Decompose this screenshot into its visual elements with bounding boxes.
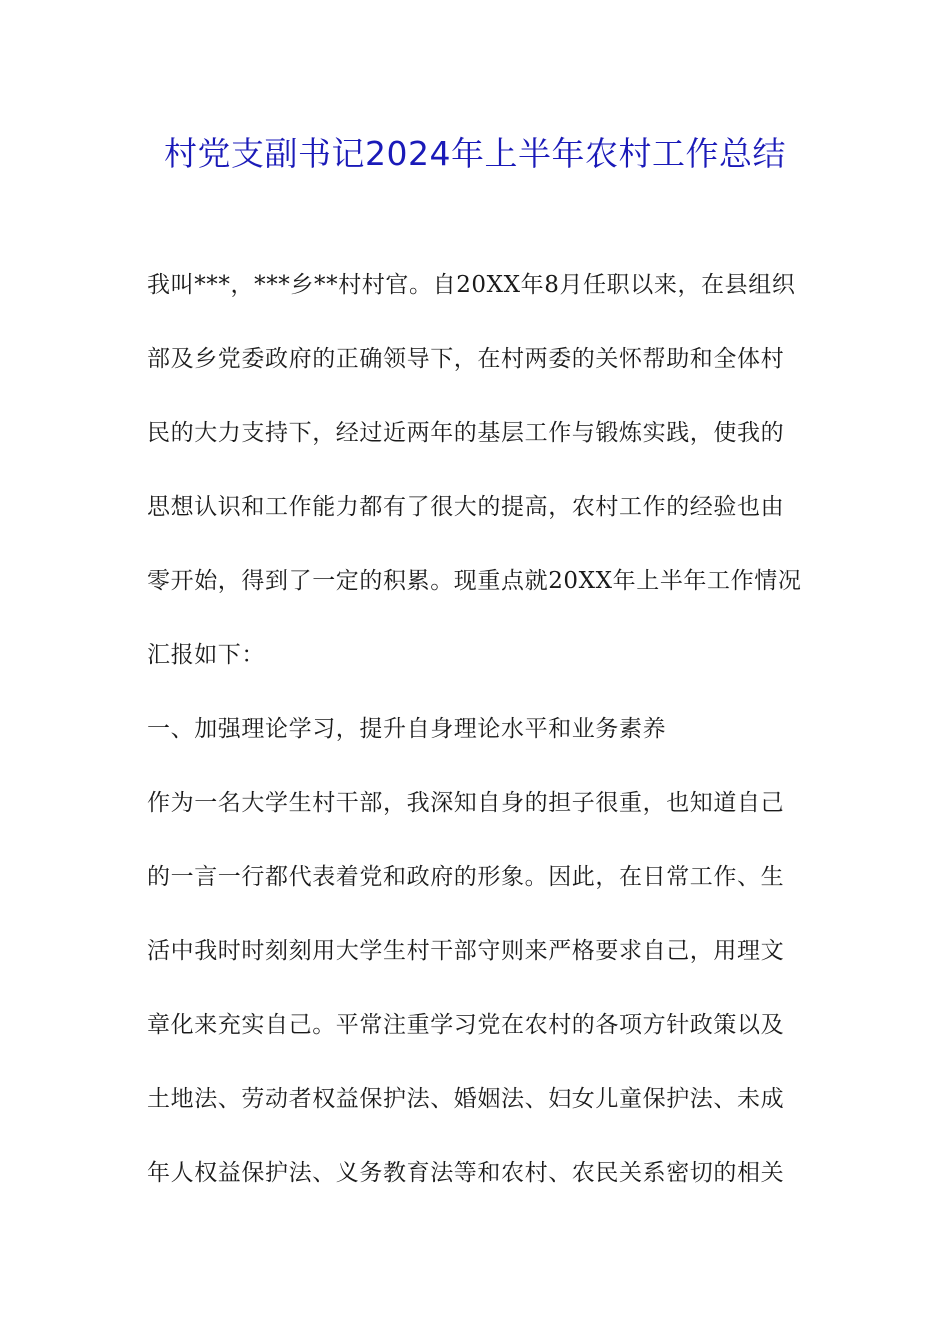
section-heading-1: 一、加强理论学习，提升自身理论水平和业务素养	[147, 716, 667, 742]
body-line-5: 零开始，得到了一定的积累。现重点就20XX年上半年工作情况	[147, 568, 802, 594]
body-line-4: 思想认识和工作能力都有了很大的提高，农村工作的经验也由	[147, 494, 785, 520]
body-line-6: 汇报如下：	[147, 642, 265, 668]
body-line-2: 部及乡党委政府的正确领导下，在村两委的关怀帮助和全体村	[147, 346, 785, 372]
body-line-8: 作为一名大学生村干部，我深知自身的担子很重，也知道自己	[147, 790, 785, 816]
body-line-1: 我叫***，***乡**村村官。自20XX年8月任职以来，在县组织	[147, 272, 796, 298]
body-line-10: 活中我时时刻刻用大学生村干部守则来严格要求自己，用理文	[147, 938, 785, 964]
document-title: 村党支副书记2024年上半年农村工作总结	[164, 134, 786, 173]
body-line-12: 土地法、劳动者权益保护法、婚姻法、妇女儿童保护法、未成	[147, 1086, 785, 1112]
body-line-9: 的一言一行都代表着党和政府的形象。因此，在日常工作、生	[147, 864, 785, 890]
body-line-3: 民的大力支持下，经过近两年的基层工作与锻炼实践，使我的	[147, 420, 785, 446]
body-line-11: 章化来充实自己。平常注重学习党在农村的各项方针政策以及	[147, 1012, 785, 1038]
document-body	[147, 260, 812, 1222]
body-line-13: 年人权益保护法、义务教育法等和农村、农民关系密切的相关	[147, 1160, 785, 1186]
